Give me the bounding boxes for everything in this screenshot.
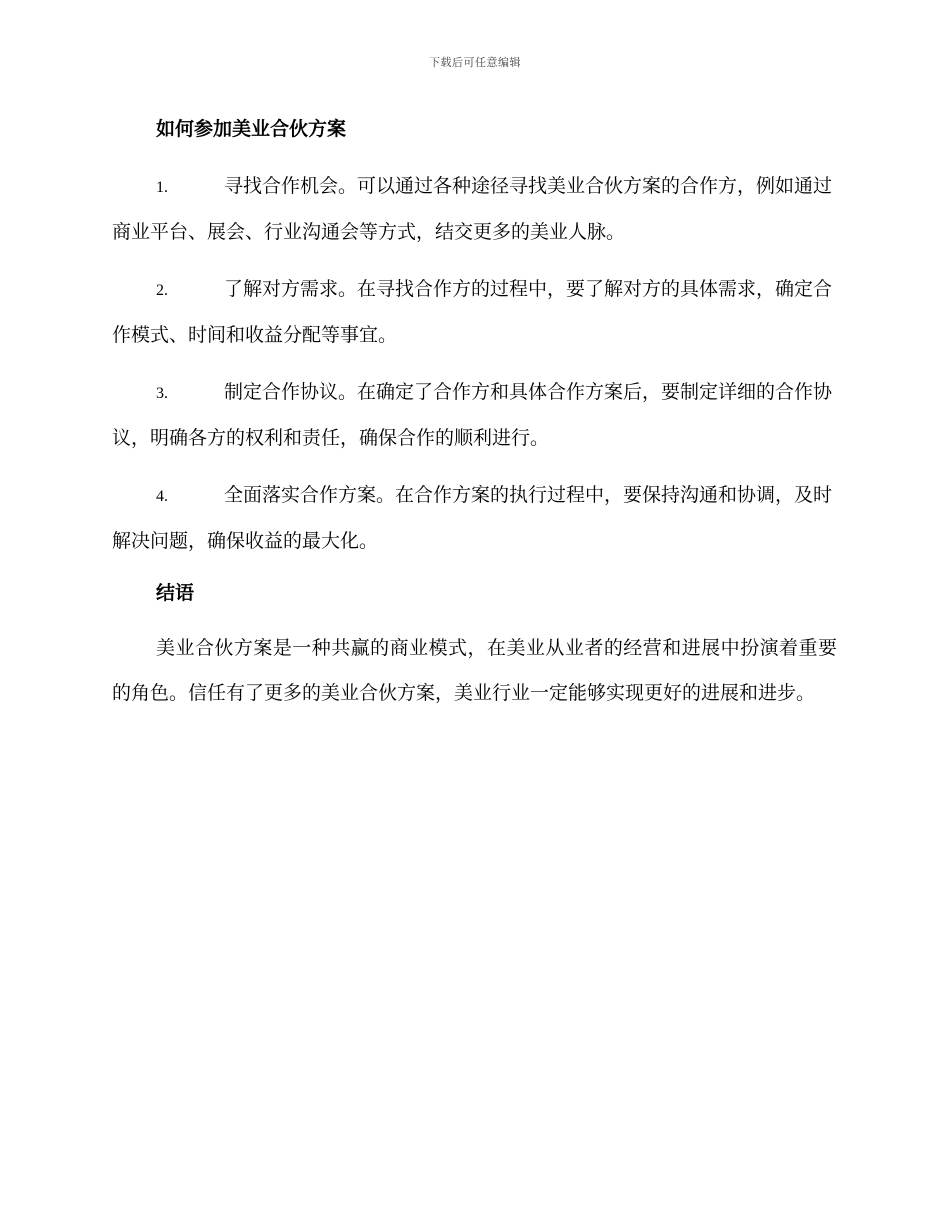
list-item [112,267,837,358]
list-item [112,370,837,461]
list-item-number: 2. [156,282,168,299]
document-body [112,112,837,728]
list-item-number: 4. [156,488,168,505]
list-item-text: 制定合作协议。在确定了合作方和具体合作方案后，要制定详细的合作协议，明确各方的权利和责任，确保合作的顺利进行。 [112,381,833,449]
list-item-number: 1. [156,179,168,196]
section-heading-conclusion: 结语 [156,582,195,604]
list-item-text: 全面落实合作方案。在合作方案的执行过程中，要保持沟通和协调，及时解决问题，确保收益的最大化。 [112,484,833,552]
list-item-number: 3. [156,385,168,402]
list-item [112,473,837,564]
list-item-text: 寻找合作机会。可以通过各种途径寻找美业合伙方案的合作方，例如通过商业平台、展会、行业沟通会等方式，结交更多的美业人脉。 [112,175,833,243]
conclusion-paragraph: 美业合伙方案是一种共赢的商业模式，在美业从业者的经营和进展中扮演着重要的角色。信任有了更多的美业合伙方案，美业行业一定能够实现更好的进展和进步。 [112,637,837,704]
running-header: 下载后可任意编辑 [429,56,521,69]
list-item [112,164,837,255]
list-item-text: 了解对方需求。在寻找合作方的过程中，要了解对方的具体需求，确定合作模式、时间和收益分配等事宜。 [112,278,833,346]
section-heading-join: 如何参加美业合伙方案 [156,118,347,140]
